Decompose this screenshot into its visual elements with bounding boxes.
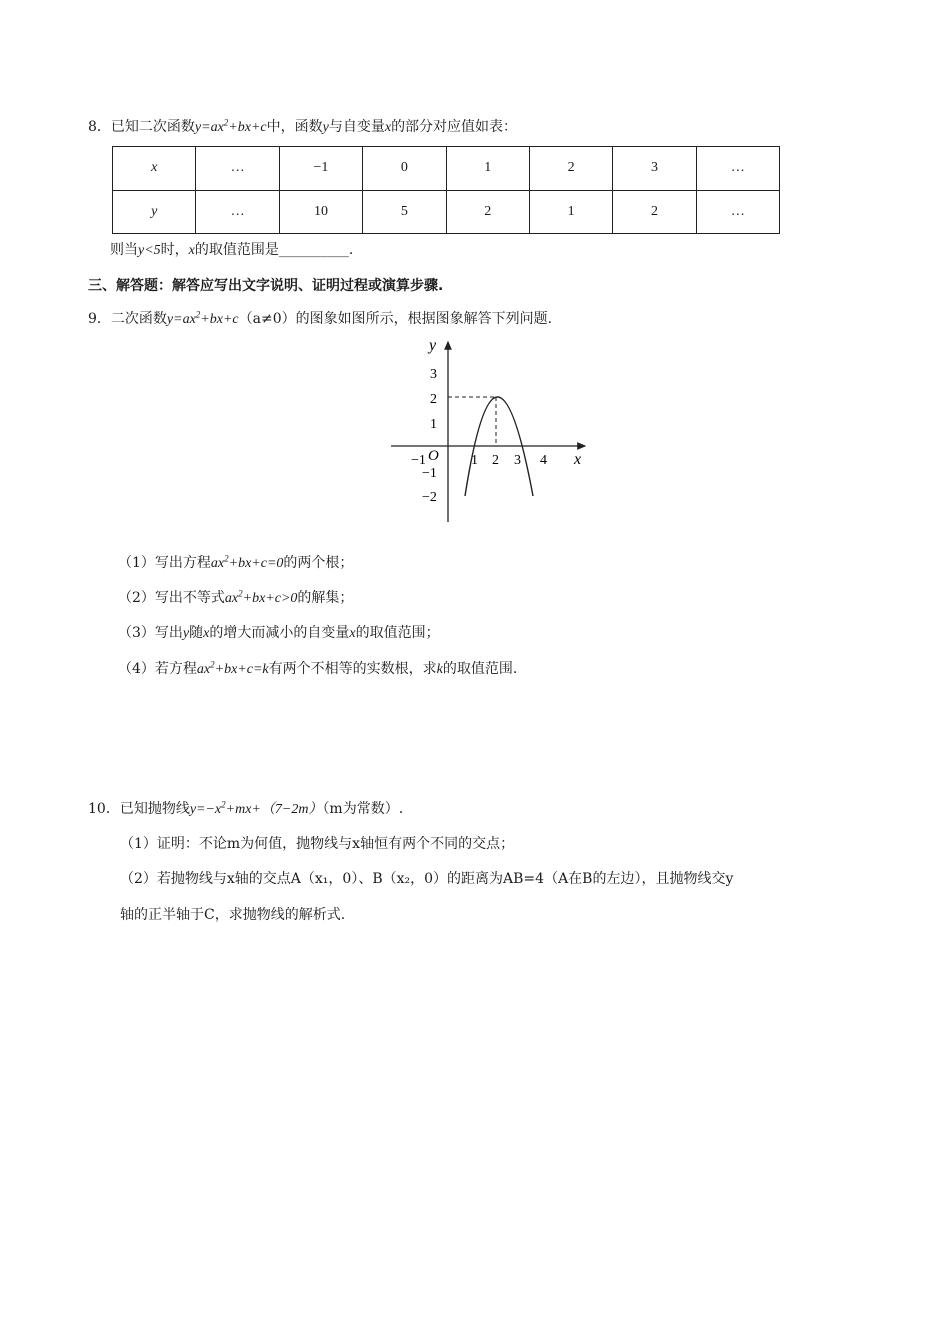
table-row (113, 147, 780, 191)
y-axis-label: y (429, 337, 437, 354)
q9-sub1-b: 的两个根； (283, 555, 354, 571)
y-tick-1: 1 (430, 417, 437, 432)
q9-sub3-x: x (203, 626, 210, 641)
y-tick-neg2: −2 (422, 490, 437, 505)
q10-sub2-line1: （2）若抛物线与x轴的交点A（x₁，0）、B（x₂，0）的距离为AB=4（A在B的左边），且抛物线交y (120, 871, 734, 887)
q8-text-d: 的部分对应值如表： (391, 119, 518, 135)
q9-sub1 (118, 553, 353, 574)
q9-sub3-y: y (182, 626, 190, 641)
table-cell: 2 (529, 147, 612, 191)
q9-sub2 (118, 588, 353, 609)
q9-sub2-b: 的解集； (297, 590, 354, 606)
q8-followup-var: x (188, 243, 195, 258)
q8-var-x: x (384, 120, 392, 135)
table-cell: … (196, 190, 279, 234)
q9-sub4-b: 有两个不相等的实数根，求 (268, 661, 437, 677)
q9-formula: $y=ax^2+bx+c$ (166, 309, 239, 327)
q9-number: 9． (88, 311, 111, 327)
q10-formula: $y=-x^2+mx+(7-2m)$ (189, 799, 323, 817)
table-cell: −1 (279, 147, 362, 191)
q9-condition: （a≠0） (238, 311, 296, 327)
table-cell: … (196, 147, 279, 191)
origin-label: O (428, 448, 439, 464)
q9-text-a: 二次函数 (110, 311, 167, 327)
q9-sub3-b: 随 (189, 625, 204, 641)
q9-sub4-c: 的取值范围. (442, 661, 518, 677)
x-tick-3: 3 (514, 453, 521, 468)
q8-followup-cond: y<5 (138, 243, 161, 258)
table-cell: 0 (363, 147, 446, 191)
table-cell: 2 (446, 190, 529, 234)
x-tick-4: 4 (540, 453, 547, 468)
table-cell: … (696, 147, 779, 191)
q9-stem (88, 309, 552, 330)
q9-sub1-eq: $ax^2+bx+c=0$ (210, 553, 284, 571)
table-cell: 10 (279, 190, 362, 234)
q8-text-a: 已知二次函数 (110, 119, 195, 135)
q9-sub3 (118, 623, 440, 644)
table-cell: 1 (446, 147, 529, 191)
q9-sub4-a: （4）若方程 (118, 661, 197, 677)
q9-sub3-x2: x (349, 626, 356, 641)
q10-text-b: （m为常数）. (322, 801, 404, 817)
table-cell: 1 (529, 190, 612, 234)
q9-parabola-graph (385, 336, 595, 526)
q8-formula: $y=ax^2+bx+c$ (194, 117, 267, 135)
x-axis-label: x (574, 451, 582, 468)
q8-stem (88, 117, 517, 138)
q9-sub4-eq: $ax^2+bx+c=k$ (196, 659, 269, 677)
q8-followup (110, 240, 353, 261)
q9-sub2-a: （2）写出不等式 (118, 590, 225, 606)
q10-sub1: （1）证明：不论m为何值，抛物线与x轴恒有两个不同的交点； (120, 836, 515, 852)
table-row (113, 190, 780, 234)
q9-sub3-a: （3）写出 (118, 625, 183, 641)
x-tick-1: 1 (471, 453, 478, 468)
y-tick-3: 3 (430, 367, 437, 382)
table-cell: 3 (613, 147, 696, 191)
table-cell: … (696, 190, 779, 234)
q9-text-b: 的图象如图所示，根据图象解答下列问题. (295, 311, 553, 327)
y-tick-2: 2 (430, 392, 437, 407)
q8-followup-b: 时， (160, 242, 189, 258)
table-cell: 5 (363, 190, 446, 234)
q8-value-table (112, 146, 780, 234)
x-tick-2: 2 (492, 453, 499, 468)
q10-number: 10． (88, 801, 120, 817)
q9-sub1-a: （1）写出方程 (118, 555, 211, 571)
q10-text-a: 已知抛物线 (119, 801, 190, 817)
q10-stem (88, 799, 403, 820)
q8-var-y: y (322, 120, 329, 135)
table-row-header: x (113, 147, 196, 191)
table-row-header: y (113, 190, 196, 234)
q8-followup-c: 的取值范围是__________. (194, 242, 354, 258)
section-3-heading: 三、解答题：解答应写出文字说明、证明过程或演算步骤. (88, 278, 444, 294)
y-tick-neg1: −1 (422, 466, 437, 481)
q9-sub2-eq: $ax^2+bx+c>0$ (224, 588, 298, 606)
q9-sub4-k: k (436, 662, 443, 677)
q9-sub4 (118, 659, 517, 680)
q10-sub2-line2: 轴的正半轴于C，求抛物线的解析式. (120, 907, 346, 923)
x-tick-neg1: −1 (411, 453, 426, 468)
table-cell: 2 (613, 190, 696, 234)
q8-followup-a: 则当 (110, 242, 138, 258)
q8-text-b: 中，函数 (266, 119, 323, 135)
q8-text-c: 与自变量 (328, 119, 385, 135)
q9-sub3-d: 的取值范围； (355, 625, 440, 641)
q9-sub3-c: 的增大而减小的自变量 (209, 625, 350, 641)
q8-number: 8． (88, 119, 111, 135)
